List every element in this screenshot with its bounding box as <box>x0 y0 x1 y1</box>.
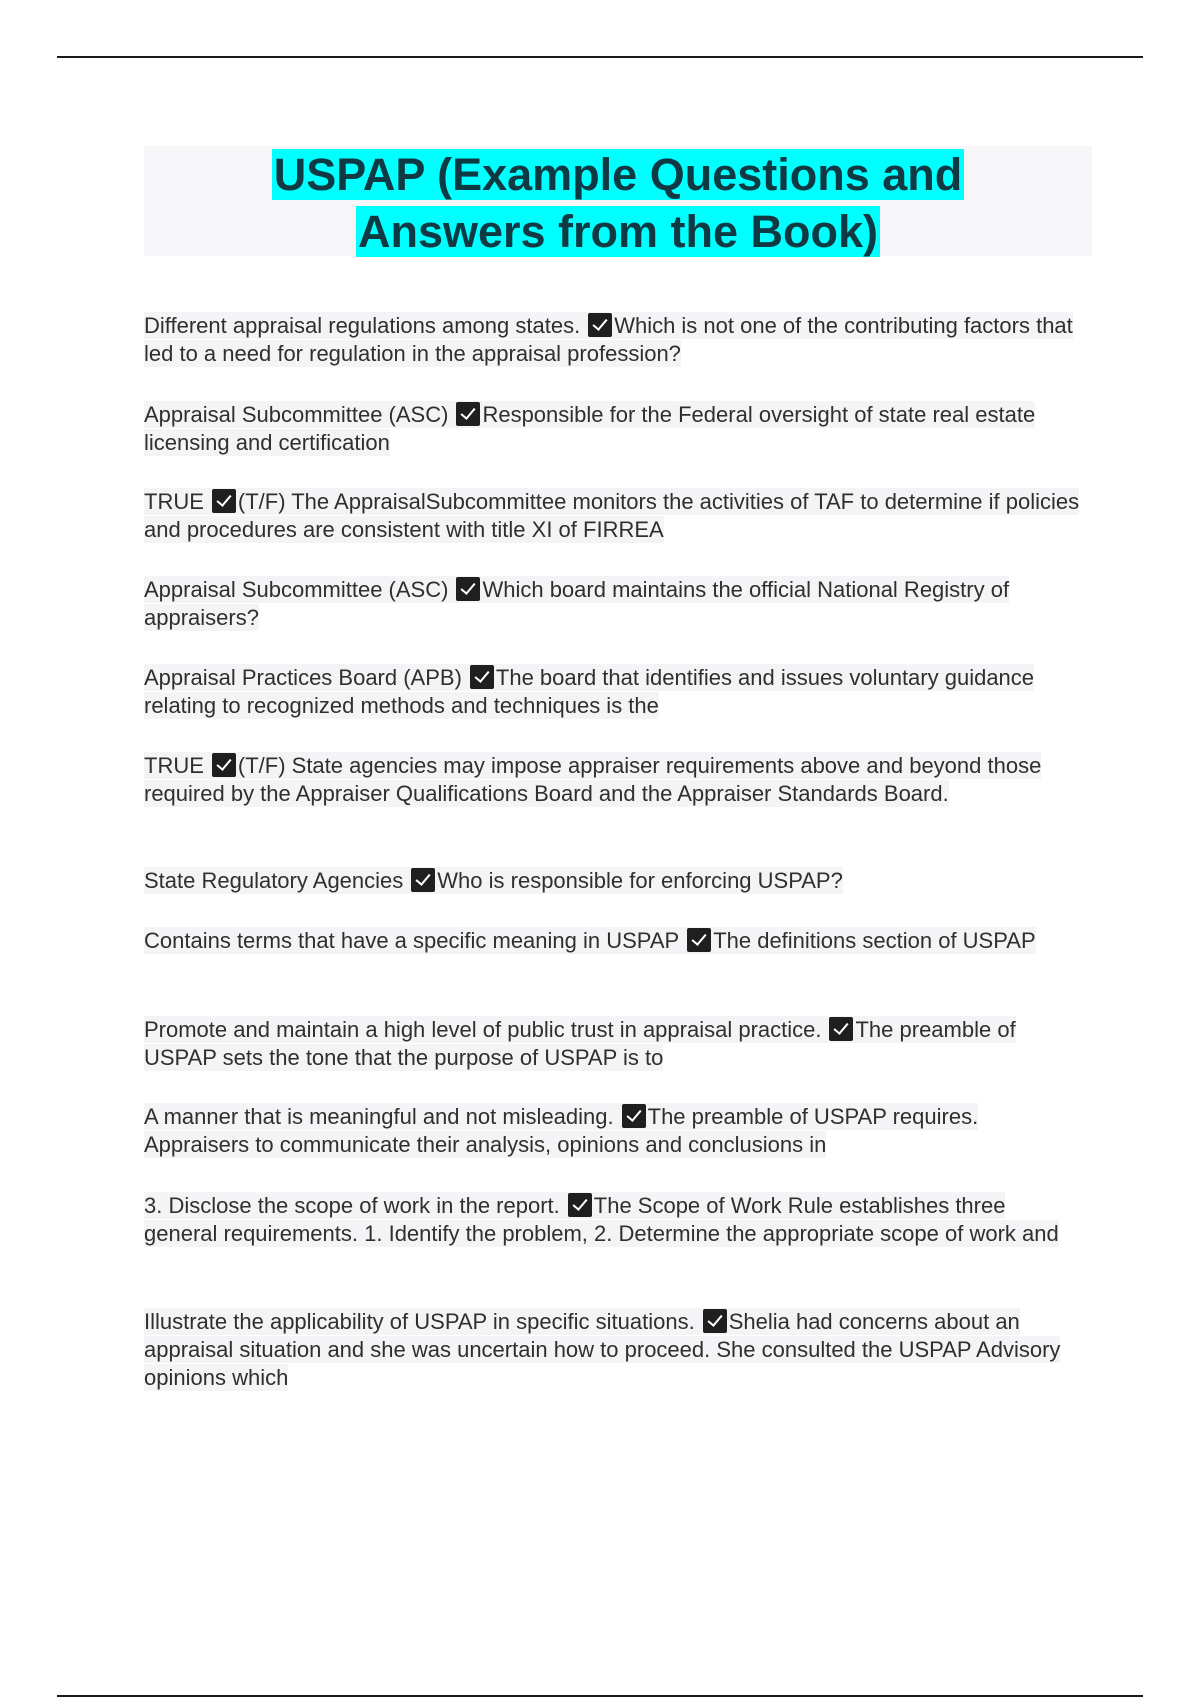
checkmark-icon <box>456 402 480 426</box>
qa-answer: Different appraisal regulations among states. <box>144 313 581 338</box>
qa-answer: Appraisal Subcommittee (ASC) <box>144 577 449 602</box>
qa-answer: A manner that is meaningful and not misleading. <box>144 1104 614 1129</box>
checkmark-icon <box>703 1309 727 1333</box>
qa-answer: 3. Disclose the scope of work in the report. <box>144 1193 560 1218</box>
qa-answer: State Regulatory Agencies <box>144 868 404 893</box>
checkmark-icon <box>622 1104 646 1128</box>
title-line-1: USPAP (Example Questions and <box>273 149 963 200</box>
top-rule <box>57 56 1143 58</box>
qa-item <box>144 312 1084 368</box>
qa-question: Which board maintains the official National Registry of appraisers? <box>144 577 1010 630</box>
qa-item <box>144 1192 1084 1248</box>
qa-answer: Promote and maintain a high level of public trust in appraisal practice. <box>144 1017 822 1042</box>
qa-question: Who is responsible for enforcing USPAP? <box>437 868 843 893</box>
qa-question: (T/F) The AppraisalSubcommittee monitors the activities of TAF to determine if policies and procedures are consistent with title XI of FIRREA <box>144 489 1080 542</box>
bottom-rule <box>57 1695 1143 1697</box>
qa-answer: Illustrate the applicability of USPAP in specific situations. <box>144 1309 695 1334</box>
checkmark-icon <box>687 928 711 952</box>
qa-item <box>144 1103 1084 1159</box>
title-line-2: Answers from the Book) <box>357 206 879 257</box>
checkmark-icon <box>829 1017 853 1041</box>
qa-answer: Appraisal Subcommittee (ASC) <box>144 402 449 427</box>
qa-item <box>144 664 1084 720</box>
checkmark-icon <box>411 868 435 892</box>
qa-item <box>144 1016 1084 1072</box>
qa-question: The Scope of Work Rule establishes three general requirements. 1. Identify the problem, 2. Determine the appropriate scope of work and <box>144 1193 1059 1246</box>
qa-item <box>144 488 1084 544</box>
qa-item <box>144 576 1084 632</box>
qa-item <box>144 927 1084 955</box>
qa-item <box>144 867 1084 895</box>
checkmark-icon <box>456 577 480 601</box>
qa-question: The definitions section of USPAP <box>713 928 1036 953</box>
qa-question: The preamble of USPAP requires. Appraisers to communicate their analysis, opinions and conclusions in <box>144 1104 979 1157</box>
qa-question: Shelia had concerns about an appraisal situation and she was uncertain how to proceed. She consulted the USPAP Advisory opinions which <box>144 1309 1061 1390</box>
qa-item <box>144 1308 1084 1392</box>
qa-answer: Contains terms that have a specific meaning in USPAP <box>144 928 680 953</box>
page-title <box>144 146 1092 260</box>
qa-question: The board that identifies and issues voluntary guidance relating to recognized methods and techniques is the <box>144 665 1035 718</box>
checkmark-icon <box>212 753 236 777</box>
qa-item <box>144 752 1084 808</box>
qa-answer: Appraisal Practices Board (APB) <box>144 665 462 690</box>
qa-question: The preamble of USPAP sets the tone that the purpose of USPAP is to <box>144 1017 1016 1070</box>
qa-question: Responsible for the Federal oversight of state real estate licensing and certification <box>144 402 1036 455</box>
qa-question: (T/F) State agencies may impose appraiser requirements above and beyond those required by the Appraiser Qualifications Board and the Appraiser Standards Board. <box>144 753 1042 806</box>
title-block <box>144 146 1092 256</box>
qa-question: Which is not one of the contributing factors that led to a need for regulation in the appraisal profession? <box>144 313 1073 366</box>
checkmark-icon <box>470 665 494 689</box>
checkmark-icon <box>568 1193 592 1217</box>
qa-answer: TRUE <box>144 753 204 778</box>
checkmark-icon <box>212 489 236 513</box>
qa-answer: TRUE <box>144 489 204 514</box>
checkmark-icon <box>588 313 612 337</box>
qa-item <box>144 401 1084 457</box>
